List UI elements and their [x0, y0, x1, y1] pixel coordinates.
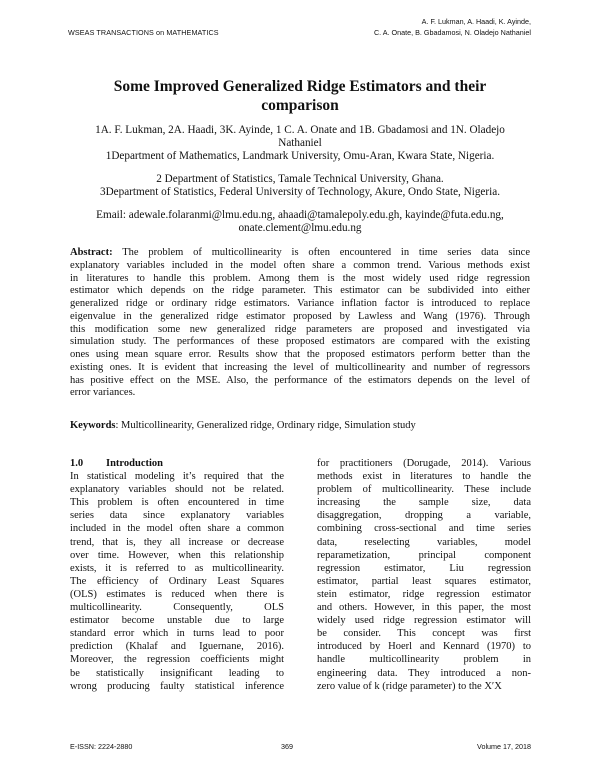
abstract-line: error variances.: [70, 387, 136, 399]
keywords-label: Keywords: [70, 420, 116, 431]
body-line: prediction (Khalaf and Iguernane, 2016).: [70, 641, 284, 653]
running-header-authors: [374, 16, 531, 38]
running-header-journal: WSEAS TRANSACTIONS on MATHEMATICS: [68, 28, 219, 37]
body-line: introduced by Hoerl and Kennard (1970) to: [317, 641, 531, 653]
body-line: In statistical modeling it’s required that the: [70, 471, 284, 483]
keywords-text: : Multicollinearity, Generalized ridge, Ordinary ridge, Simulation study: [115, 420, 416, 431]
author-block: [60, 124, 540, 235]
body-line: stein estimator, ridge regression estimator: [317, 588, 531, 600]
paper-title-line: Some Improved Generalized Ridge Estimators and their: [113, 78, 487, 95]
footer-issn: E-ISSN: 2224-2880: [70, 742, 133, 751]
abstract-line: explanatory variables included in the model often share a common trend. Various methods exist: [70, 259, 530, 271]
body-line: engineering data. They introduced a non-: [317, 667, 531, 679]
body-line: multicollinearity. Consequently, OLS: [70, 602, 284, 614]
body-line: Moreover, the regression coefficients might: [70, 654, 284, 666]
section-number: 1.0: [70, 458, 84, 469]
email-line-continued: onate.clement@lmu.edu.ng: [238, 222, 362, 234]
abstract: [70, 247, 530, 400]
body-line: estimator become unstable due to large: [70, 615, 284, 627]
abstract-line: estimator which depends on the ridge parameter. This estimator can be subdivided into either: [70, 285, 530, 297]
body-line: be statistically insignificant leading to: [70, 667, 284, 679]
abstract-label: Abstract:: [70, 247, 113, 258]
body-line: standard error which in turns lead to poor: [70, 628, 284, 640]
body-line: widely used ridge regression estimator will: [317, 615, 531, 627]
author-list-continued: Nathaniel: [278, 137, 322, 149]
abstract-line: this modification some new generalized ridge parameters are proposed and investigated via: [70, 323, 530, 335]
left-column: [70, 457, 284, 693]
paper-title-line: comparison: [261, 97, 339, 114]
author-list: 1A. F. Lukman, 2A. Haadi, 3K. Ayinde, 1 C. A. Onate and 1B. Gbadamosi and 1N. Oladejo: [95, 124, 505, 136]
running-header-authors-line1: A. F. Lukman, A. Haadi, K. Ayinde,: [421, 17, 531, 26]
body-line: methods exist in literatures to handle the: [317, 471, 531, 483]
body-line: trend, that is, they all increase or decrease: [70, 536, 284, 548]
body-line: zero value of k (ridge parameter) to the X′X: [317, 680, 502, 692]
body-line: increasing the sample size, data: [317, 497, 531, 509]
paper-title: [60, 77, 540, 115]
section-heading: [70, 457, 284, 470]
affiliation-3: 3Department of Statistics, Federal University of Technology, Akure, Ondo State, Nigeria.: [99, 186, 500, 198]
body-line: regression estimator, Liu regression: [317, 562, 531, 574]
footer-page-number: 369: [281, 742, 293, 751]
abstract-line: Abstract: The problem of multicollinearity is often encountered in time series data since: [70, 247, 530, 258]
affiliation-2: 2 Department of Statistics, Tamale Technical University, Ghana.: [156, 173, 444, 185]
body-line: estimator, partial least squares estimator,: [317, 575, 531, 587]
body-line: included in the model often share a common: [70, 523, 284, 535]
abstract-line: eigenvalue in the generalized ridge estimator proposed by Lawless and Wang (1976). Through: [70, 310, 530, 322]
section-title: Introduction: [106, 458, 163, 469]
abstract-line: ones using mean square error. Results show that the proposed estimators perform better than the: [70, 349, 530, 360]
body-line: and others. However, in this paper, the most: [317, 602, 531, 614]
body-line: over time. However, when this relationship: [70, 549, 284, 561]
body-line: wrong producing faulty statistical inference: [70, 680, 284, 692]
running-header-authors-line2: C. A. Onate, B. Gbadamosi, N. Oladejo Nathaniel: [373, 28, 531, 37]
abstract-line: in literatures to handle this problem. Among them is the most widely used ridge regression: [70, 272, 530, 284]
body-line: explanatory variables should not be related.: [70, 484, 284, 496]
body-line: combining cross-sectional and time series: [317, 523, 531, 535]
body-line: This problem is often encountered in time: [70, 497, 284, 509]
body-line: (OLS) estimates is reduced when there is: [70, 588, 284, 600]
body-line: reparametization, principal component: [317, 549, 531, 561]
body-line: series data since explanatory variables: [70, 510, 284, 522]
abstract-line: has positive effect on the MSE. Also, the performance of the estimators depends on the level of: [70, 374, 530, 386]
abstract-line: existing ones. It is evident that increasing the level of multicollinearity and number of regressors: [70, 361, 530, 373]
right-column: [317, 457, 531, 693]
abstract-line: simulation study. The performances of these proposed estimators are compared with the existing: [70, 336, 530, 348]
body-line: for practitioners (Dorugade, 2014). Various: [317, 458, 531, 469]
email-line: Email: adewale.folaranmi@lmu.edu.ng, ahaadi@tamalepoly.edu.gh, kayinde@futa.edu.ng,: [96, 209, 504, 221]
body-line: exists, it is referred to as multicollinearity.: [70, 562, 284, 574]
abstract-line: generalized ridge or ordinary ridge estimators. Variance inflation factor is introduced to replace: [70, 298, 530, 309]
body-line: data, reselecting variables, model: [317, 536, 531, 548]
footer-volume: Volume 17, 2018: [477, 742, 531, 751]
body-line: handle multicollinearity problem in: [317, 654, 531, 666]
body-line: The efficiency of Ordinary Least Squares: [70, 575, 284, 587]
body-line: problem of multicollinearity. These include: [317, 484, 531, 496]
affiliation-1: 1Department of Mathematics, Landmark University, Omu-Aran, Kwara State, Nigeria.: [105, 150, 495, 162]
keywords: [70, 420, 416, 431]
body-line: be consider. This concept was first: [317, 628, 531, 640]
body-line: disaggregation, dropping a variable,: [317, 510, 531, 522]
